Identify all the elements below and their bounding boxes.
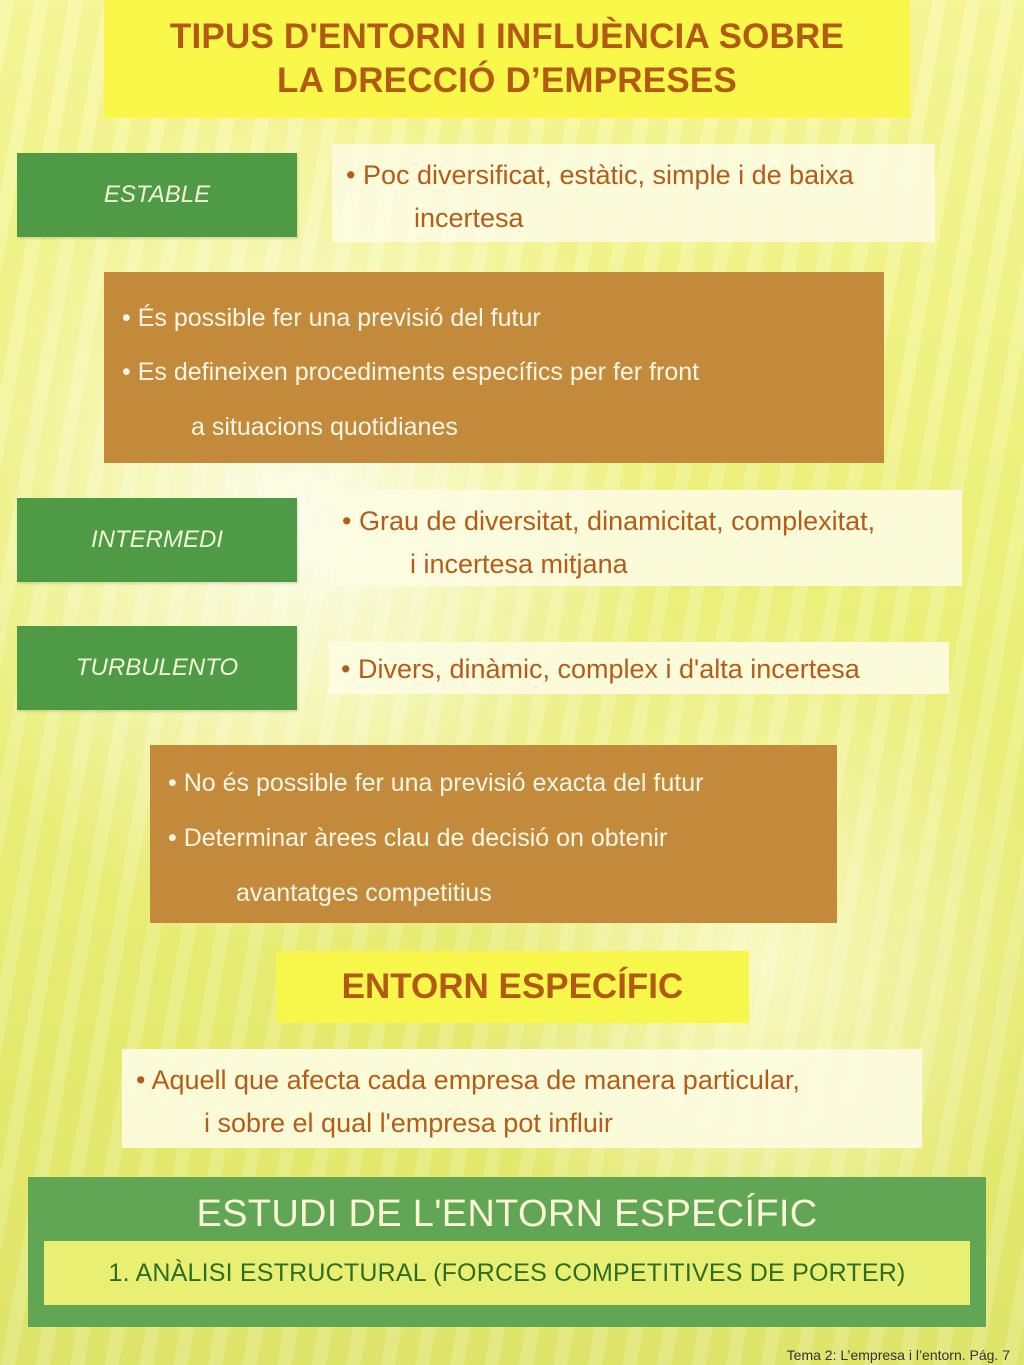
entorn-especific-title: ENTORN ESPECÍFIC: [276, 951, 749, 1023]
entorn-especific-desc-line-2: i sobre el qual l'empresa pot influir: [204, 1108, 613, 1138]
estable-desc-line-1: • Poc diversificat, estàtic, simple i de baixa: [346, 160, 854, 190]
estable-bullet-1: • És possible fer una previsió del futur: [122, 304, 541, 332]
page-title-line-2: LA DRECCIÓ D’EMPRESES: [277, 61, 737, 100]
estudi-panel: [28, 1177, 986, 1327]
entorn-especific-desc-line-1: • Aquell que afecta cada empresa de manera particular,: [136, 1065, 800, 1095]
estudi-title: ESTUDI DE L'ENTORN ESPECÍFIC: [196, 1193, 818, 1235]
page-title-line-1: TIPUS D'ENTORN I INFLUÈNCIA SOBRE: [169, 17, 845, 56]
estudi-item-1: 1. ANÀLISI ESTRUCTURAL (FORCES COMPETITIVES DE PORTER): [44, 1241, 970, 1305]
turbulento-label: TURBULENTO: [17, 626, 297, 710]
turbulento-bullet-2: • Determinar àrees clau de decisió on obtenir: [168, 824, 668, 852]
estable-description: [332, 144, 935, 242]
footer-page-info: Tema 2: L’empresa i l’entorn. Pág. 7: [786, 1347, 1010, 1363]
turbulento-bullet-1: • No és possible fer una previsió exacta del futur: [168, 769, 704, 797]
estable-bullet-2: • Es defineixen procediments específics per fer front: [122, 358, 700, 386]
turbulento-desc-line: • Divers, dinàmic, complex i d'alta incertesa: [341, 654, 860, 684]
estable-label: ESTABLE: [17, 153, 297, 237]
entorn-especific-description: [122, 1049, 922, 1148]
page-title: [104, 0, 910, 118]
estable-bullets: [104, 272, 884, 463]
turbulento-description: [329, 642, 949, 694]
intermedi-desc-line-1: • Grau de diversitat, dinamicitat, complexitat,: [342, 506, 876, 536]
estable-desc-line-2: incertesa: [414, 203, 524, 233]
intermedi-label: INTERMEDI: [17, 498, 297, 582]
turbulento-bullets: [150, 745, 837, 923]
estable-bullet-2-continuation: a situacions quotidianes: [191, 413, 458, 441]
turbulento-bullet-2-continuation: avantatges competitius: [236, 879, 492, 907]
intermedi-desc-line-2: i incertesa mitjana: [410, 549, 628, 579]
intermedi-description: [330, 490, 962, 586]
